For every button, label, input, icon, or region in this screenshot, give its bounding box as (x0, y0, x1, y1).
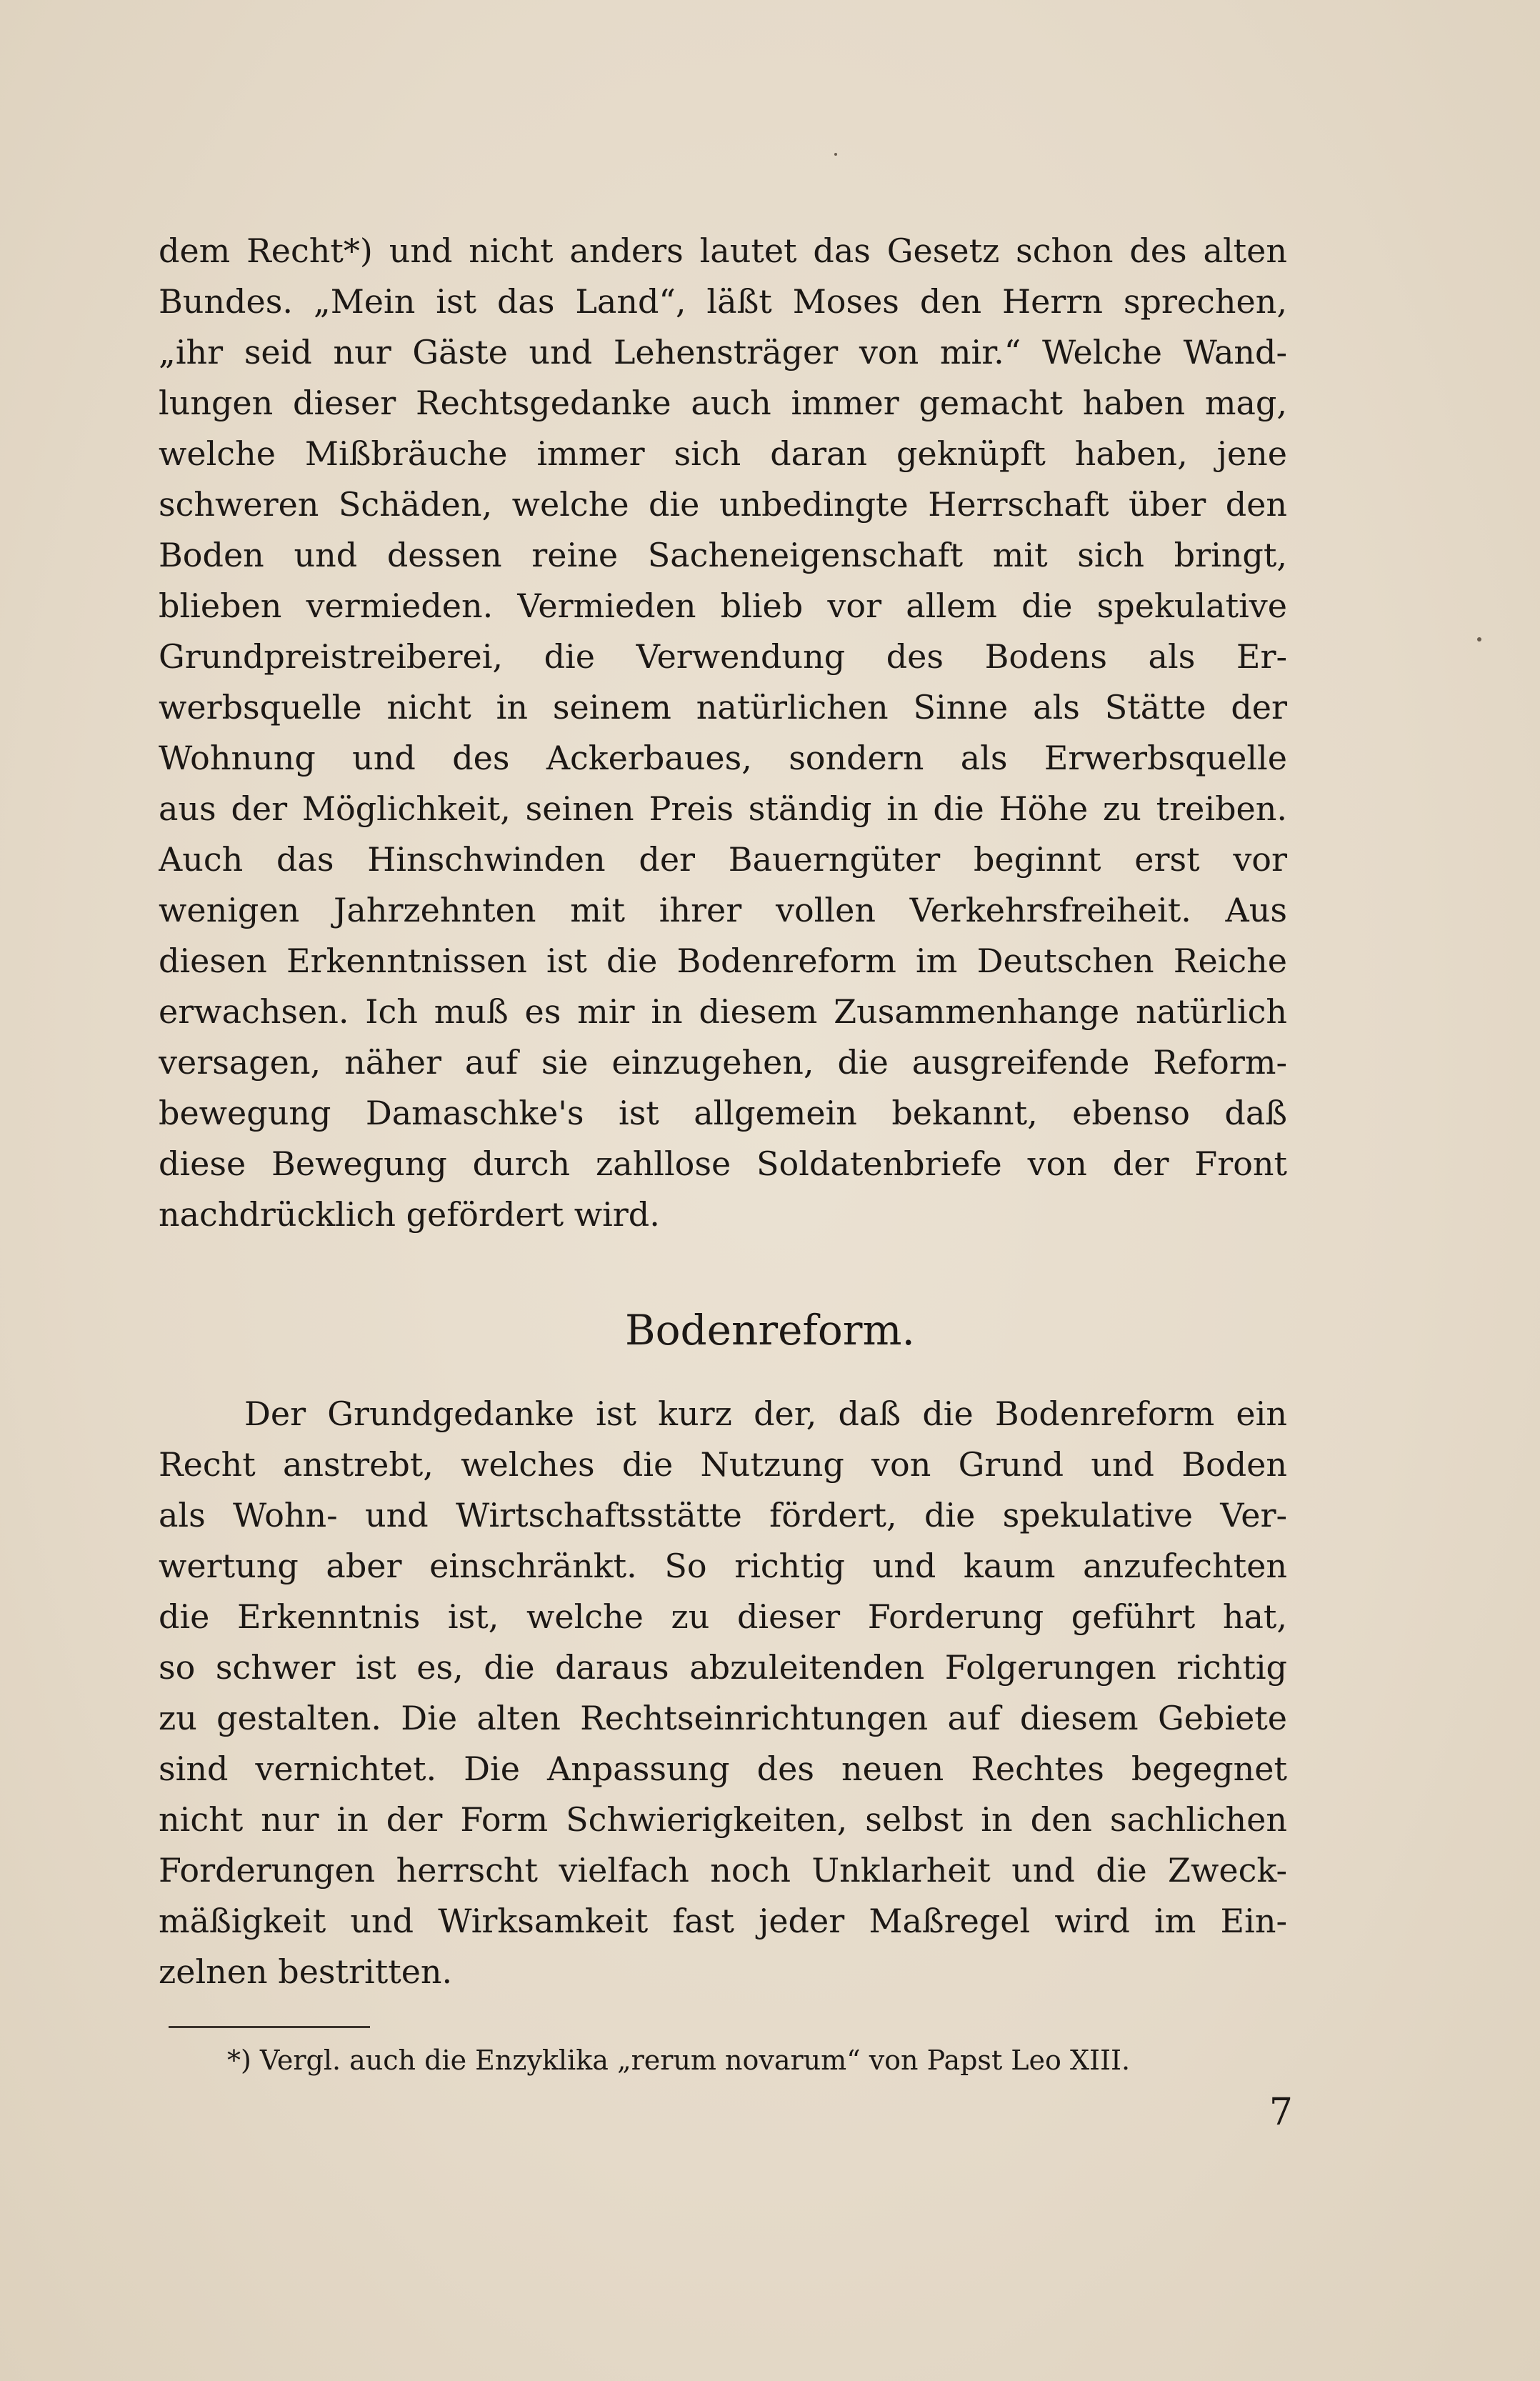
text-line: blieben vermieden. Vermieden blieb vor allem die spekulative (159, 586, 1287, 625)
text-line: Grundpreistreiberei, die Verwendung des Bodens als Er- (159, 637, 1287, 676)
paper-speck (1477, 637, 1481, 642)
text-line: mäßigkeit und Wirksamkeit fast jeder Maßregel wird im Ein- (159, 1902, 1287, 1940)
text-line: diesen Erkenntnissen ist die Bodenreform im Deutschen Reiche (159, 942, 1287, 980)
text-line: dem Recht*) und nicht anders lautet das Gesetz schon des alten (159, 231, 1287, 270)
text-line: nicht nur in der Form Schwierigkeiten, selbst in den sachlichen (159, 1800, 1287, 1839)
text-line: Auch das Hinschwinden der Bauerngüter beginnt erst vor (159, 840, 1287, 879)
text-line: als Wohn- und Wirtschaftsstätte fördert, die spekulative Ver- (159, 1496, 1287, 1534)
text-line: erwachsen. Ich muß es mir in diesem Zusammenhange natürlich (159, 992, 1287, 1031)
text-line: so schwer ist es, die daraus abzuleitenden Folgerungen richtig (159, 1648, 1287, 1687)
paper-speck (834, 153, 837, 156)
footnote-divider (169, 2026, 370, 2028)
text-line: Wohnung und des Ackerbaues, sondern als Erwerbsquelle (159, 739, 1287, 777)
text-line: wertung aber einschränkt. So richtig und kaum anzufechten (159, 1547, 1287, 1585)
text-line: sind vernichtet. Die Anpassung des neuen Rechtes begegnet (159, 1749, 1287, 1788)
text-line: zu gestalten. Die alten Rechtseinrichtungen auf diesem Gebiete (159, 1699, 1287, 1737)
text-line: diese Bewegung durch zahllose Soldatenbriefe von der Front (159, 1144, 1287, 1183)
text-line: lungen dieser Rechtsgedanke auch immer gemacht haben mag, (159, 384, 1287, 422)
text-line: schweren Schäden, welche die unbedingte Herrschaft über den (159, 485, 1287, 524)
text-line: bewegung Damaschke's ist allgemein bekannt, ebenso daß (159, 1094, 1287, 1132)
text-line: werbsquelle nicht in seinem natürlichen Sinne als Stätte der (159, 688, 1287, 727)
text-line: die Erkenntnis ist, welche zu dieser Forderung geführt hat, (159, 1597, 1287, 1636)
text-line: wenigen Jahrzehnten mit ihrer vollen Verkehrsfreiheit. Aus (159, 891, 1287, 929)
section-heading: Bodenreform. (625, 1306, 915, 1354)
text-line: zelnen bestritten. (159, 1952, 453, 1991)
text-line: Recht anstrebt, welches die Nutzung von Grund und Boden (159, 1445, 1287, 1484)
text-line: Boden und dessen reine Sacheneigenschaft mit sich bringt, (159, 536, 1287, 574)
text-line: Forderungen herrscht vielfach noch Unklarheit und die Zweck- (159, 1851, 1287, 1890)
text-line: nachdrücklich gefördert wird. (159, 1195, 660, 1234)
footnote: *) Vergl. auch die Enzyklika „rerum novarum“ von Papst Leo XIII. (227, 2045, 1131, 2076)
text-line: „ihr seid nur Gäste und Lehensträger von mir.“ Welche Wand- (159, 333, 1287, 371)
text-line: Der Grundgedanke ist kurz der, daß die Bodenreform ein (244, 1394, 1287, 1433)
page-number: 7 (1269, 2091, 1293, 2134)
text-line: welche Mißbräuche immer sich daran geknüpft haben, jene (159, 434, 1287, 473)
text-line: versagen, näher auf sie einzugehen, die ausgreifende Reform- (159, 1043, 1287, 1082)
text-line: aus der Möglichkeit, seinen Preis ständig in die Höhe zu treiben. (159, 789, 1287, 828)
text-line: Bundes. „Mein ist das Land“, läßt Moses den Herrn sprechen, (159, 282, 1287, 321)
